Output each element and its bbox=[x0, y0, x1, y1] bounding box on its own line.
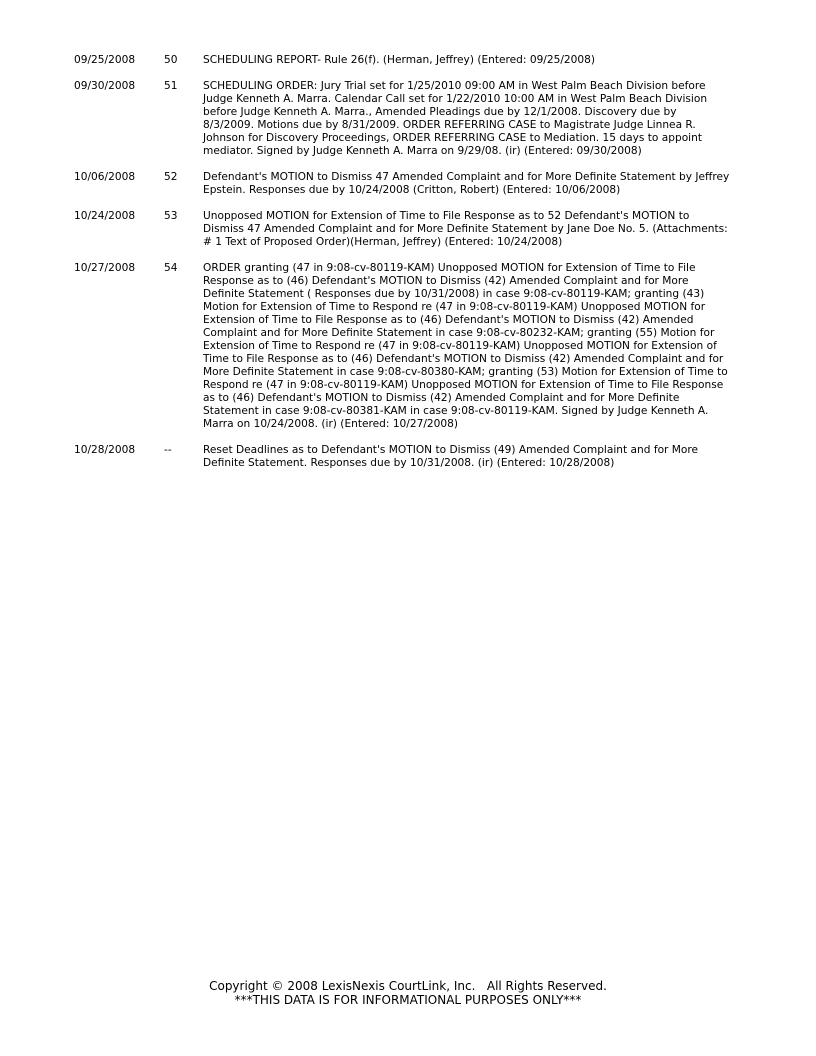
entry-text bbox=[203, 444, 744, 470]
entry-text-line: mediator. Signed by Judge Kenneth A. Marra on 9/29/08. (ir) (Entered: 09/30/2008) bbox=[203, 145, 642, 157]
entry-text bbox=[203, 54, 744, 67]
page-footer bbox=[0, 979, 816, 1007]
docket-entries bbox=[74, 54, 754, 483]
entry-text-line: Definite Statement ( Responses due by 10/31/2008) in case 9:08-cv-80119-KAM; granting (43) bbox=[203, 288, 705, 300]
entry-text-line: Judge Kenneth A. Marra. Calendar Call set for 1/22/2010 10:00 AM in West Palm Beach Division bbox=[203, 93, 708, 105]
entry-date: 09/25/2008 bbox=[74, 54, 136, 66]
entry-text bbox=[203, 80, 744, 158]
entry-text bbox=[203, 262, 744, 431]
copyright-notice: Copyright © 2008 LexisNexis CourtLink, Inc. All Rights Reserved. bbox=[209, 979, 607, 993]
entry-number: -- bbox=[164, 444, 172, 456]
entry-text-line: Respond re (47 in 9:08-cv-80119-KAM) Unopposed MOTION for Extension of Time to File Response bbox=[203, 379, 724, 391]
entry-number: 54 bbox=[164, 262, 178, 274]
entry-text-line: Reset Deadlines as to Defendant's MOTION to Dismiss (49) Amended Complaint and for More bbox=[203, 444, 699, 456]
entry-text-line: Marra on 10/24/2008. (ir) (Entered: 10/27/2008) bbox=[203, 418, 459, 430]
informational-notice: ***THIS DATA IS FOR INFORMATIONAL PURPOSES ONLY*** bbox=[234, 993, 582, 1007]
entry-number: 52 bbox=[164, 171, 178, 183]
entry-text-line: SCHEDULING ORDER: Jury Trial set for 1/25/2010 09:00 AM in West Palm Beach Division before bbox=[203, 80, 706, 92]
entry-text-line: # 1 Text of Proposed Order)(Herman, Jeffrey) (Entered: 10/24/2008) bbox=[203, 236, 563, 248]
entry-text-line: Defendant's MOTION to Dismiss 47 Amended Complaint and for More Definite Statement by Jeffrey bbox=[203, 171, 730, 183]
entry-date: 10/28/2008 bbox=[74, 444, 136, 456]
entry-text-line: Statement in case 9:08-cv-80381-KAM in case 9:08-cv-80119-KAM. Signed by Judge Kenneth A. bbox=[203, 405, 709, 417]
entry-date: 10/06/2008 bbox=[74, 171, 136, 183]
entry-text-line: Response as to (46) Defendant's MOTION to Dismiss (42) Amended Complaint and for More bbox=[203, 275, 689, 287]
entry-text-line: ORDER granting (47 in 9:08-cv-80119-KAM) Unopposed MOTION for Extension of Time to File bbox=[203, 262, 696, 274]
entry-text bbox=[203, 210, 744, 249]
docket-entry bbox=[74, 210, 754, 249]
entry-text-line: Epstein. Responses due by 10/24/2008 (Critton, Robert) (Entered: 10/06/2008) bbox=[203, 184, 621, 196]
entry-date: 10/24/2008 bbox=[74, 210, 136, 222]
entry-text-line: Extension of Time to Respond re (47 in 9:08-cv-80119-KAM) Unopposed MOTION for Extension of bbox=[203, 340, 717, 352]
entry-date: 10/27/2008 bbox=[74, 262, 136, 274]
docket-entry bbox=[74, 54, 754, 67]
entry-text-line: Extension of Time to File Response as to (46) Defendant's MOTION to Dismiss (42) Amended bbox=[203, 314, 694, 326]
entry-text-line: Complaint and for More Definite Statement in case 9:08-cv-80232-KAM; granting (55) Motion for bbox=[203, 327, 715, 339]
entry-text-line: before Judge Kenneth A. Marra., Amended Pleadings due by 12/1/2008. Discovery due by bbox=[203, 106, 677, 118]
entry-text-line: 8/3/2009. Motions due by 8/31/2009. ORDER REFERRING CASE to Magistrate Judge Linnea R. bbox=[203, 119, 696, 131]
entry-date: 09/30/2008 bbox=[74, 80, 136, 92]
entry-text bbox=[203, 171, 744, 197]
entry-text-line: Motion for Extension of Time to Respond re (47 in 9:08-cv-80119-KAM) Unopposed MOTION for bbox=[203, 301, 706, 313]
entry-text-line: Unopposed MOTION for Extension of Time to File Response as to 52 Defendant's MOTION to bbox=[203, 210, 690, 222]
docket-entry bbox=[74, 80, 754, 158]
entry-text-line: as to (46) Defendant's MOTION to Dismiss (42) Amended Complaint and for More Definite bbox=[203, 392, 680, 404]
docket-entry bbox=[74, 262, 754, 431]
entry-text-line: Time to File Response as to (46) Defendant's MOTION to Dismiss (42) Amended Complaint and for bbox=[203, 353, 724, 365]
entry-text-line: Johnson for Discovery Proceedings, ORDER REFERRING CASE to Mediation. 15 days to appoint bbox=[203, 132, 702, 144]
docket-entry bbox=[74, 171, 754, 197]
docket-entry bbox=[74, 444, 754, 470]
entry-number: 50 bbox=[164, 54, 178, 66]
entry-text-line: Definite Statement. Responses due by 10/31/2008. (ir) (Entered: 10/28/2008) bbox=[203, 457, 615, 469]
entry-text-line: SCHEDULING REPORT- Rule 26(f). (Herman, Jeffrey) (Entered: 09/25/2008) bbox=[203, 54, 596, 66]
entry-text-line: More Definite Statement in case 9:08-cv-80380-KAM; granting (53) Motion for Extension of Time to bbox=[203, 366, 728, 378]
entry-number: 51 bbox=[164, 80, 178, 92]
entry-number: 53 bbox=[164, 210, 178, 222]
entry-text-line: Dismiss 47 Amended Complaint and for More Definite Statement by Jane Doe No. 5. (Attachments: bbox=[203, 223, 728, 235]
